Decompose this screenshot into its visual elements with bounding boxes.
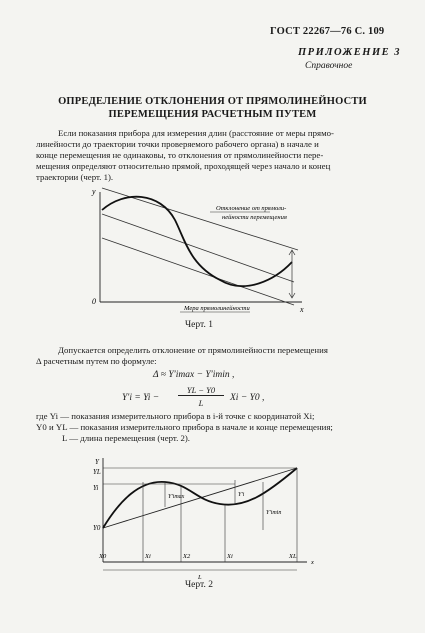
figure-1-caption: Черт. 1 <box>185 320 213 330</box>
paragraph-2 <box>36 345 388 367</box>
fig2-ymax-label: Y′imax <box>168 494 185 500</box>
fig2-y0-label: Y0 <box>93 524 101 532</box>
formula-2-den: L <box>198 398 204 408</box>
fig2-x-label: x <box>311 559 314 566</box>
formula-2-rhs: Xi − Y0 , <box>230 393 265 403</box>
paragraph-1-line: конце перемещения не одинаковы, то отклонения от прямолинейности пере- <box>36 150 324 160</box>
paragraph-1-line: траектории (черт. 1). <box>36 172 114 182</box>
formula-legend <box>36 411 388 444</box>
fig2-x1-label: Xi <box>145 553 151 560</box>
fig2-yi-label: Yi <box>93 484 99 492</box>
fig1-annot-bottom: Мера прямолинейности <box>184 305 250 312</box>
fig2-x3-label: Xi <box>227 553 233 560</box>
legend-line3: L — длина перемещения (черт. 2). <box>62 433 191 443</box>
legend-line2: Y0 и YL — показания измерительного прибора в начале и конце перемещения; <box>36 422 333 432</box>
page-header: ГОСТ 22267—76 С. 109 <box>270 26 385 37</box>
fig2-ymin-label: Y′imin <box>266 510 282 516</box>
fig2-y-label: Y <box>95 458 99 466</box>
fig2-x0-label: X0 <box>99 553 107 560</box>
appendix-label: ПРИЛОЖЕНИЕ 3 <box>298 47 401 58</box>
section-title-line1: ОПРЕДЕЛЕНИЕ ОТКЛОНЕНИЯ ОТ ПРЯМОЛИНЕЙНОСТИ <box>58 96 367 107</box>
fig1-annot-top-2: нейности перемещения <box>222 214 287 221</box>
fig1-x-label: x <box>300 305 304 314</box>
figure-1 <box>80 180 320 330</box>
fig2-yi-prime-label: Y′i <box>238 492 245 498</box>
paragraph-1 <box>36 128 388 183</box>
paragraph-1-line: линейности до траектории точки проверяемого рабочего органа) в начале и <box>36 139 319 149</box>
fig1-annot-top-1: Отклонение от прямоли- <box>216 205 287 212</box>
fig2-yl-label: YL <box>93 468 101 476</box>
paragraph-1-line: мещения определяют относительно прямой, проходящей через начало и конец <box>36 161 331 171</box>
fig2-x2-label: X2 <box>183 553 191 560</box>
fig2-chord <box>103 468 297 528</box>
paragraph-1-line: Если показания прибора для измерения длин (расстояние от меры прямо- <box>58 128 334 138</box>
paragraph-2-line2: Δ расчетным путем по формуле: <box>36 356 157 366</box>
fig1-origin: 0 <box>92 297 96 306</box>
fig1-y-label: y <box>92 187 96 196</box>
appendix-type: Справочное <box>305 61 353 71</box>
section-title-line2: ПЕРЕМЕЩЕНИЯ РАСЧЕТНЫМ ПУТЕМ <box>108 109 317 120</box>
figure-2-caption: Черт. 2 <box>185 580 213 590</box>
fig2-xl-label: XL <box>289 553 297 560</box>
legend-line1: где Yi — показания измерительного прибора в i-й точке с координатой Xi; <box>36 411 315 421</box>
formula-2-num: YL − Y0 <box>178 385 224 396</box>
formula-1: Δ ≈ Y′imax − Y′imin , <box>153 370 235 380</box>
figure-2 <box>85 450 330 582</box>
fig2-length-label: L <box>198 574 202 581</box>
paragraph-2-line1: Допускается определить отклонение от прямолинейности перемещения <box>58 345 328 355</box>
formula-2-lhs: Y′i = Yi − <box>122 393 160 403</box>
